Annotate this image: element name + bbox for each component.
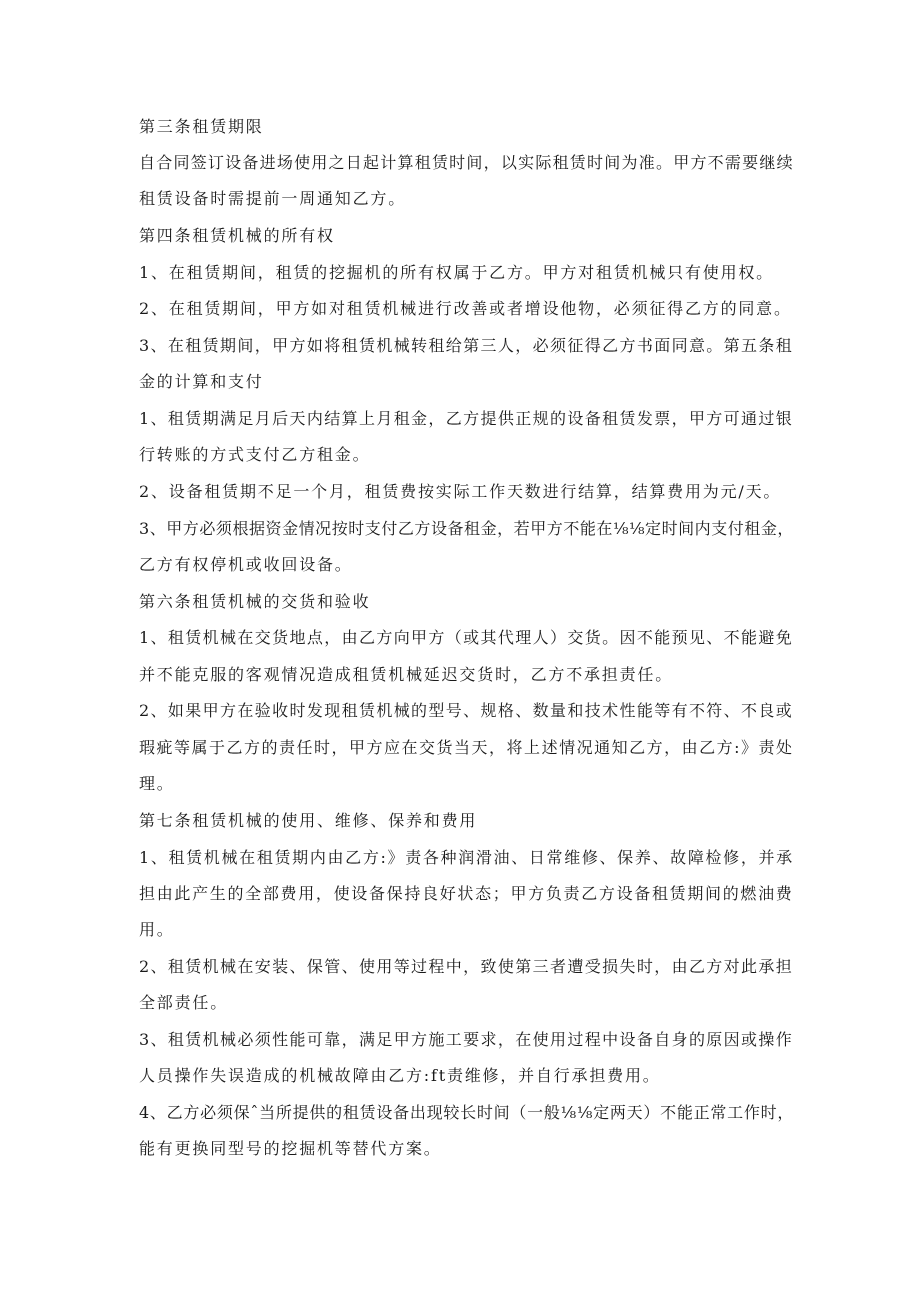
paragraph-line: 行转账的方式支付乙方租金。: [139, 445, 371, 464]
paragraph-line: 1、租赁机械在租赁期内由乙方:》责各种润滑油、日常维修、保养、故障检修，并承: [139, 848, 794, 867]
paragraph-line: 2、设备租赁期不足一个月，租赁费按实际工作天数进行结算，结算费用为元/天。: [139, 482, 782, 501]
paragraph-line: 1、租赁机械在交货地点，由乙方向甲方（或其代理人）交货。因不能预见、不能避免: [139, 628, 794, 647]
paragraph-line: 担由此产生的全部费用，使设备保持良好状态；甲方负责乙方设备租赁期间的燃油费: [139, 884, 794, 903]
paragraph-line: 金的计算和支付: [139, 372, 264, 391]
paragraph-line: 乙方有权停机或收回设备。: [139, 555, 353, 574]
section-heading-6: 第六条租赁机械的交货和验收: [139, 592, 371, 611]
paragraph-line: 并不能克服的客观情况造成租赁机械延迟交货时，乙方不承担责任。: [139, 665, 674, 684]
paragraph-line: 1、在租赁期间，租赁的挖掘机的所有权属于乙方。甲方对租赁机械只有使用权。: [139, 263, 774, 282]
paragraph-line: 理。: [139, 774, 175, 793]
paragraph-line: 全部责任。: [139, 993, 229, 1012]
paragraph-line: 2、在租赁期间，甲方如对租赁机械进行改善或者增设他物，必须征得乙方的同意。: [139, 299, 792, 318]
paragraph-line: 4、乙方必须保ˆ当所提供的租赁设备出现较长时间（一般⅛⅛定两天）不能正常工作时，: [139, 1103, 795, 1122]
section-heading-4: 第四条租赁机械的所有权: [139, 226, 335, 245]
paragraph-line: 3、甲方必须根据资金情况按时支付乙方设备租金，若甲方不能在⅛⅛定时间内支付租金，: [139, 519, 794, 538]
paragraph-line: 人员操作失误造成的机械故障由乙方:ft责维修，并自行承担费用。: [139, 1066, 661, 1085]
paragraph-line: 3、在租赁期间，甲方如将租赁机械转租给第三人，必须征得乙方书面同意。第五条租: [139, 336, 794, 355]
section-heading-3: 第三条租赁期限: [139, 117, 264, 136]
paragraph-line: 能有更换同型号的挖掘机等替代方案。: [139, 1139, 442, 1158]
paragraph-line: 1、租赁期满足月后天内结算上月租金，乙方提供正规的设备租赁发票，甲方可通过银: [139, 409, 794, 428]
paragraph-line: 自合同签订设备进场使用之日起计算租赁时间，以实际租赁时间为准。甲方不需要继续: [139, 153, 794, 172]
section-heading-7: 第七条租赁机械的使用、维修、保养和费用: [139, 811, 478, 830]
paragraph-line: 2、租赁机械在安装、保管、使用等过程中，致使第三者遭受损失时，由乙方对此承担: [139, 957, 794, 976]
paragraph-line: 用。: [139, 920, 175, 939]
paragraph-line: 2、如果甲方在验收时发现租赁机械的型号、规格、数量和技术性能等有不符、不良或: [139, 701, 794, 720]
paragraph-line: 3、租赁机械必须性能可靠，满足甲方施工要求，在使用过程中设备自身的原因或操作: [139, 1030, 794, 1049]
paragraph-line: 租赁设备时需提前一周通知乙方。: [139, 189, 407, 208]
paragraph-line: 瑕疵等属于乙方的责任时，甲方应在交货当天，将上述情况通知乙方，由乙方:》责处: [139, 738, 794, 757]
